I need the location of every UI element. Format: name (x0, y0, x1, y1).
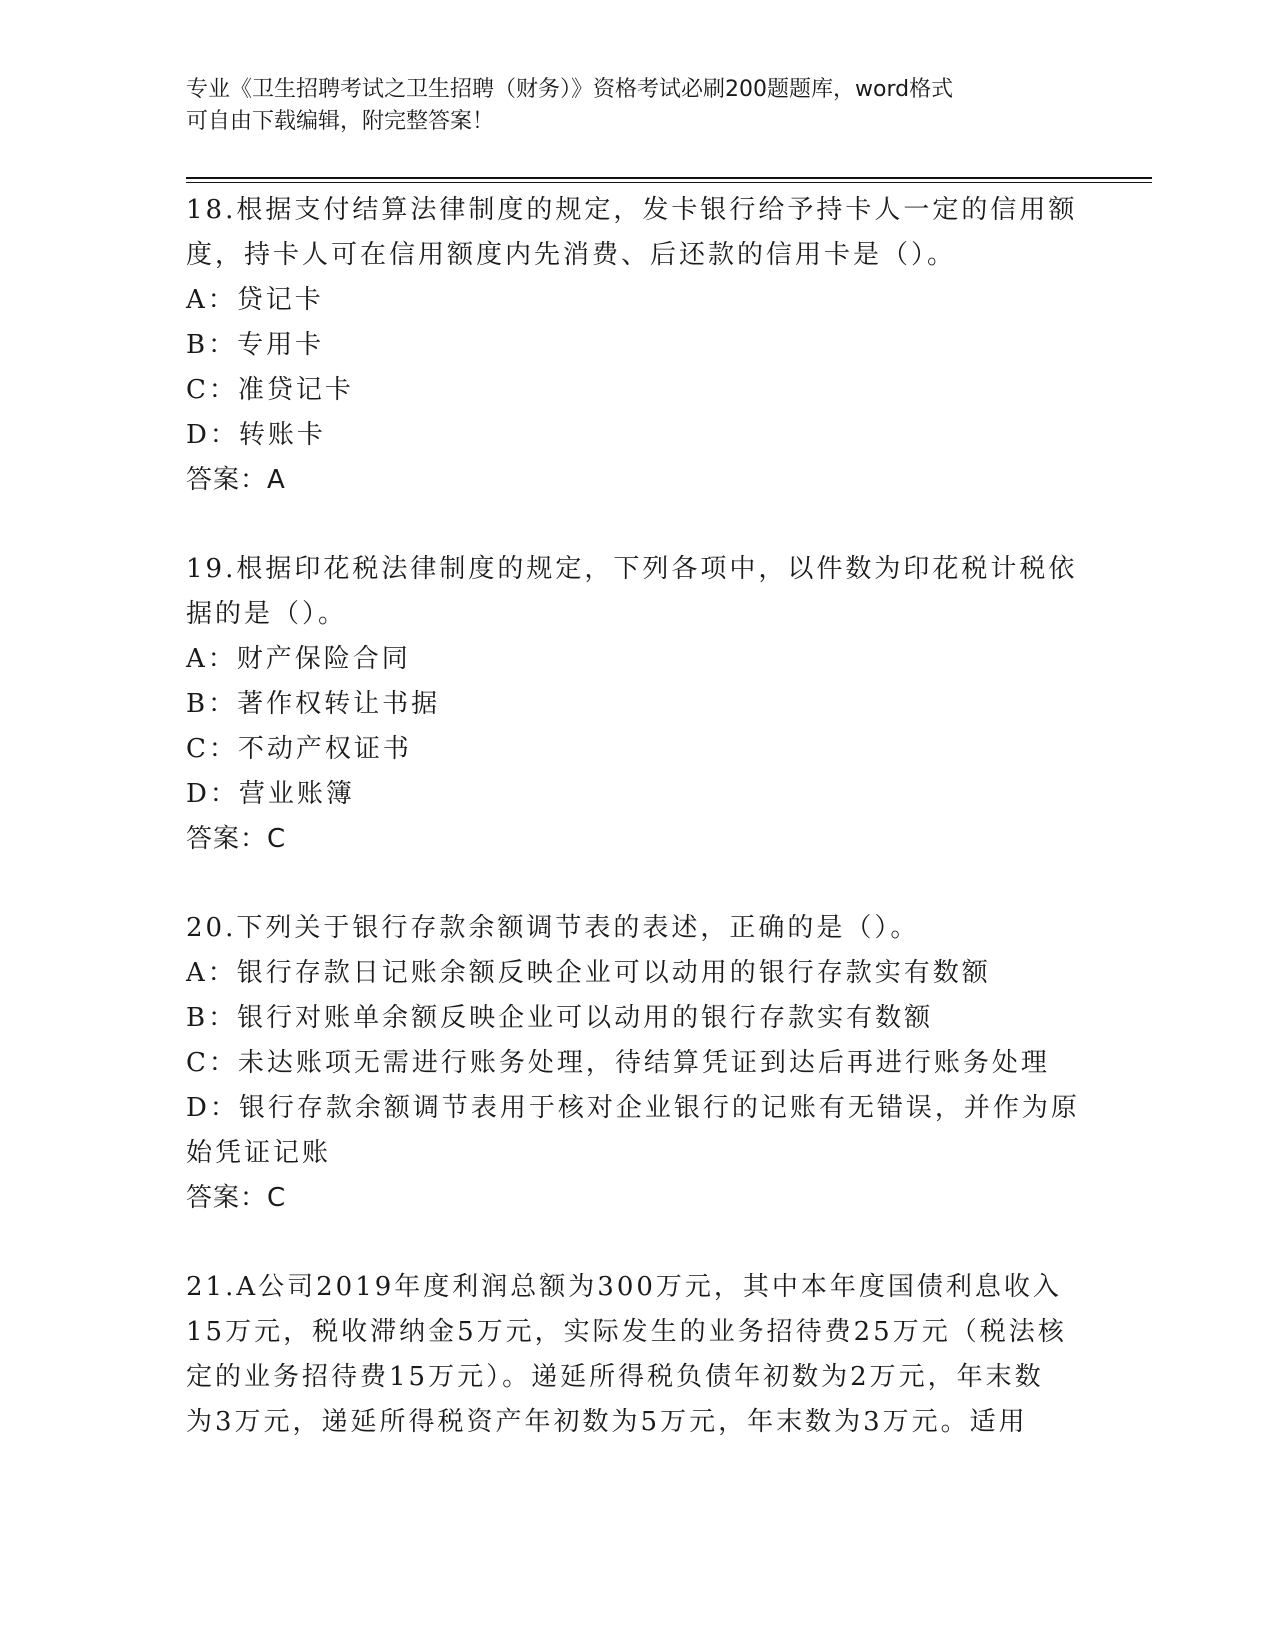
option-b: B：著作权转让书据 (186, 689, 441, 719)
option-c: C：准贷记卡 (186, 375, 354, 405)
option-b: B：专用卡 (186, 330, 325, 360)
option-c: C：不动产权证书 (186, 734, 412, 764)
header-line-1: 专业《卫生招聘考试之卫生招聘（财务）》资格考试必刷200题题库，word格式 (186, 77, 954, 102)
answer: 答案：A (186, 465, 286, 495)
option-a: A：贷记卡 (186, 285, 324, 315)
option-a: A：财产保险合同 (186, 644, 411, 674)
document-header (186, 74, 1086, 138)
option-d: D：转账卡 (186, 420, 326, 450)
question-stem-line: 为3万元，递延所得税资产年初数为5万元，年末数为3万元。适用 (186, 1407, 1028, 1437)
question-stem-line: 据的是（）。 (186, 599, 348, 629)
header-divider-thick (186, 177, 1152, 179)
question-19 (186, 547, 1086, 862)
question-stem-line: 18.根据支付结算法律制度的规定，发卡银行给予持卡人一定的信用额 (186, 195, 1078, 225)
option-b: B：银行对账单余额反映企业可以动用的银行存款实有数额 (186, 1003, 934, 1033)
question-list (186, 188, 1086, 1489)
question-21 (186, 1265, 1086, 1445)
option-d: D：银行存款余额调节表用于核对企业银行的记账有无错误，并作为原 (186, 1093, 1080, 1123)
question-stem-line: 19.根据印花税法律制度的规定，下列各项中，以件数为印花税计税依 (186, 554, 1078, 584)
question-stem-line: 21.A公司2019年度利润总额为300万元，其中本年度国债利息收入 (186, 1272, 1062, 1302)
header-line-2: 可自由下载编辑，附完整答案！ (186, 109, 495, 134)
option-a: A：银行存款日记账余额反映企业可以动用的银行存款实有数额 (186, 958, 991, 988)
option-d: D：营业账簿 (186, 779, 355, 809)
question-stem-line: 度，持卡人可在信用额度内先消费、后还款的信用卡是（）。 (186, 240, 957, 270)
header-divider-thin (186, 182, 1152, 183)
question-stem-line: 15万元，税收滞纳金5万元，实际发生的业务招待费25万元（税法核 (186, 1317, 1067, 1347)
option-d-continued: 始凭证记账 (186, 1138, 332, 1168)
question-20 (186, 906, 1086, 1221)
question-stem-line: 定的业务招待费15万元）。递延所得税负债年初数为2万元，年末数 (186, 1362, 1044, 1392)
answer: 答案：C (186, 824, 287, 854)
answer: 答案：C (186, 1183, 287, 1213)
option-c: C：未达账项无需进行账务处理，待结算凭证到达后再进行账务处理 (186, 1048, 1050, 1078)
question-stem-line: 20.下列关于银行存款余额调节表的表述，正确的是（）。 (186, 913, 920, 943)
question-18 (186, 188, 1086, 503)
